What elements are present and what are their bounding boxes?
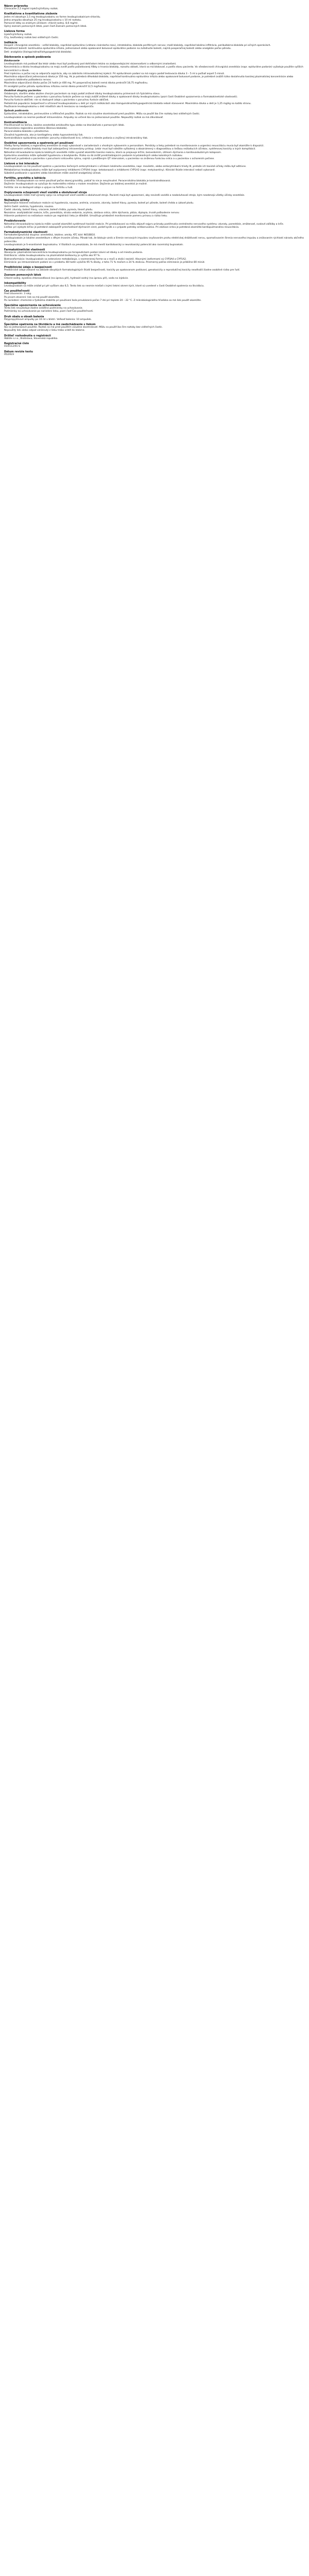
section-paragraph: Závažná hypotenzia, ako je kardiogénny alebo hypovolemický šok. [4, 133, 83, 137]
section-heading: Ovplyvnenie schopnosti viesť vozidlá a obsluhovať stroje [4, 191, 87, 194]
section-heading: Názov prípravku [4, 5, 28, 8]
section-paragraph: Pred vykonaním veľkej blokády musí byť zabezpečený intravenózny prístup. Lekár musí byť náležite vyškolený a oboznámený s diagnostikou a liečbou nežiaducich účinkov, systémovej toxicity a iných komplikácií. [4, 148, 256, 151]
section-heading: Indikácie [4, 41, 18, 45]
section-paragraph: Biotransformácia: levobupivakaín sa extenzívne metabolizuje, v nezmenenej forme sa v moči a stolici nezistil. Hlavnými izoformami sú CYP3A4 a CYP1A2. [4, 258, 187, 261]
section-paragraph: Eliminácia: po intravenóznom podaní sa v priebehu 48 hodín vylúčilo 95 % dávky, z toho 71 % močom a 24 % stolicou. Priemerný polčas eliminácie je približne 80 minút. [4, 261, 205, 264]
section-heading: Druh obalu a obsah balenia [4, 315, 44, 318]
section-paragraph: Jeden ml obsahuje 2,5 mg levobupivakaínu vo forme levobupivakaínium-chloridu. [4, 15, 101, 19]
section-paragraph: 05/2023 [4, 353, 14, 356]
section-paragraph: Dospelí: chirurgická anestézia – veľké blokády, napríklad epidurálna (vrátane cisárskeho rezu), intratekálna, blokáda periférnych nervov; malé blokády, napríklad lokálna infiltrácia, peribulbárna blokáda pri očných operáciách. [4, 44, 271, 47]
section-paragraph: Fertilita: nie sú dostupné údaje o vplyve na fertilitu u ľudí. [4, 186, 73, 189]
section-subheading: Dávkovanie [4, 60, 20, 63]
section-paragraph: Po nariedení: chemická a fyzikálna stabilita pri používaní bola preukázaná počas 7 dní pri teplote 20 – 22 °C. Z mikrobiologického hľadiska sa má liek použiť okamžite. [4, 299, 202, 302]
section-paragraph: Farmakoterapeutická skupina: anestetiká, lokálne; amidy. ATC kód: N01BB10. [4, 234, 96, 237]
section-paragraph: Levobupivakaín sa má používať opatrne u pacientov liečených antiarytmikami s účinkom lokálneho anestetika, napr. mexiletín, alebo antiarytmikami triedy III, pretože ich toxické účinky môžu byť aditívne. [4, 165, 247, 168]
section-heading: Kontraindikácie [4, 121, 27, 124]
section-paragraph: Levobupivakaín sa nesmie podávať intravenózne. Ampulky sú určené iba na jednorazové použitie. Nepoužitý roztok sa má zlikvidovať. [4, 116, 164, 119]
section-heading: Liekova forma [4, 30, 25, 33]
section-paragraph: Nepoužitý liek alebo odpad vzniknutý z lieku treba vrátiť do lekárne. [4, 329, 85, 332]
section-heading: Dátum revízie textu [4, 350, 33, 353]
section-heading: Zoznam pomocných látok [4, 274, 41, 277]
document-section [4, 315, 305, 321]
section-paragraph: Porucha funkcie obličiek: nie sú dostupné údaje u pacientov s poruchou funkcie obličiek. [4, 99, 109, 102]
section-paragraph: Hlásenie podozrení na nežiaduce reakcie po registrácii lieku je dôležité. Umožňuje priebežné monitorovanie pomeru prínosu a rizika lieku. [4, 215, 168, 218]
section-subheading: Osobitné skupiny pacientov [4, 89, 42, 92]
section-paragraph: Náhodná intravaskulárna injekcia môže vyvolať okamžité systémové toxické reakcie. Pri predávkovaní sa môžu objaviť najprv príznaky postihnutia centrálneho nervového systému: závraty, parestézie, zmätenosť, svalové zášklby a kŕče. [4, 223, 284, 226]
section-paragraph: Porucha funkcie pečene: u pacientov s poruchou funkcie pečene sa majú zvážiť znížené dávky a opakované dávky levobupivakaínu (pozri časti Osobitné upozornenia a Farmakokinetické vlastnosti). [4, 96, 238, 99]
section-paragraph: Polypropylénové ampulky po 10 ml v blistri. Veľkosť balenia: 10 ampuliek. [4, 318, 92, 321]
section-paragraph: Precitlivenosť na liečivo, lokálne anestetiká amidového typu alebo na ktorúkoľvek z pomocných látok. [4, 124, 125, 127]
section-paragraph: Dojčenie: levobupivakaín sa vylučuje do materského mlieka v malom množstve. Dojčenie po lokálnej anestézii je možné. [4, 183, 148, 186]
section-paragraph: Kontraindikácie epidurálnej anestézie: poruchy zrážanlivosti krvi, infekcia v mieste podania a zvýšený intrakraniálny tlak. [4, 137, 148, 140]
section-paragraph: Po prvom otvorení: liek sa má použiť okamžite. [4, 296, 60, 299]
document-section [4, 350, 305, 357]
section-paragraph: Gravidita: levobupivakaín sa nemá používať počas skorej gravidity, pokiaľ to nie je nevyhnutné. Paracervikálna blokáda je kontraindikovaná. [4, 180, 171, 183]
document-section [4, 304, 305, 314]
section-paragraph: Levobupivakaín má podávať iba lekár alebo musí byť podávaný pod dohľadom lekára so zodpovedajúcimi skúsenosťami a odbornými znalosťami. [4, 63, 177, 66]
section-paragraph: Liečba: pri výskyte kŕčov je potrebné zabezpečiť priechodnosť dýchacích ciest, podať kyslík a v prípade potreby antikonvulzíva. Pri zástave srdca je potrebná okamžitá kardiopulmonálna resuscitácia. [4, 226, 239, 229]
section-paragraph: Súbežné podávanie s opioidmi alebo klonidínom môže zosilniť analgetický účinok. [4, 172, 101, 175]
document-section [4, 191, 305, 197]
section-subheading: Spôsob podávania [4, 110, 29, 113]
section-heading: Špeciálne opatrenia na likvidáciu a iné zaobchádzanie s liekom [4, 323, 96, 327]
document-section [4, 282, 305, 288]
section-heading: Predklinické údaje o bezpečnosti [4, 266, 52, 269]
section-paragraph: Opatrnosť je potrebná u pacientov s poruchami srdcového rytmu, najmä s predĺženým QT intervalom, u pacientov so zníženou funkciou srdca a u pacientov s ochorením pečene. [4, 157, 215, 160]
document-section [4, 199, 305, 218]
section-paragraph: Tento liek nevyžaduje žiadne zvláštne podmienky na uchovávanie. [4, 307, 83, 310]
section-paragraph: 01/0112/01-S [4, 345, 21, 348]
document-section [4, 121, 305, 140]
document-section [4, 219, 305, 229]
section-paragraph: Maximálna odporúčaná jednorazová dávka je 150 mg. Ak je potrebná dlhodobá blokáda, napríklad kontinuálna epidurálna infúzia alebo opakované bolusové podanie, je potrebné zvážiť riziko dosiahnutia toxickej plazmatickej koncentrácie alebo vyvolania lokálneho poškodenia nervov. [4, 76, 294, 82]
document-section [4, 266, 305, 272]
section-paragraph: Metabolizmus levobupivakaínu môže byť ovplyvnený inhibítormi CYP3A4 (napr. ketokonazol) a inhibítormi CYP1A2 (napr. metylxantíny). Klinické štúdie interakcií neboli vykonané. [4, 168, 216, 172]
section-paragraph: Paracervikálna blokáda v pôrodníctve. [4, 130, 49, 133]
section-paragraph: Chlorid sodný, kyselina chlorovodíková (na úpravu pH), hydroxid sodný (na úpravu pH), voda na injekcie. [4, 277, 129, 280]
section-paragraph: Levobupivakaín sa môže zrážať pri pH vyššom ako 6,5. Tento liek sa nesmie miešať s inými liekmi okrem tých, ktoré sú uvedené v časti Osobitné opatrenia na likvidáciu. [4, 285, 204, 288]
section-paragraph: Injekčný/infúzny roztok. [4, 33, 32, 36]
document-section [4, 5, 305, 11]
document-section [4, 177, 305, 190]
section-heading: Čas použiteľnosti [4, 290, 30, 293]
section-paragraph: Epidurálne, intratekálne, perineurálne a infiltračné použitie. Roztok sa má vizuálne skontrolovať pred použitím. Môžu sa použiť iba číre roztoky bez viditeľných častíc. [4, 113, 200, 116]
section-paragraph: Podmienky na uchovávanie po nariedení lieku, pozri časť Čas použiteľnosti. [4, 310, 94, 313]
section-paragraph: Absorpcia: plazmatická koncentrácia levobupivakaínu po terapeutickom podaní závisí od dávky a od miesta podania. [4, 251, 143, 255]
document-section [4, 334, 305, 341]
document-section [4, 56, 305, 89]
section-paragraph: Náhodná intravaskulárna injekcia lokálnych anestetík môže vyvolať okamžitú toxickú reakciu, ktorá sa prejavuje kŕčmi, bezvedomím, útlmom dýchania a kardiovaskulárnym kolapsom. [4, 151, 222, 154]
section-paragraph: Levobupivakaín môže mať výrazný vplyv na schopnosť viesť vozidlá a obsluhovať stroje. Pacienti majú byť upozornení, aby neviedli vozidlá a neobsluhovali stroje, kým neodznejú všetky účinky anestézie. [4, 194, 245, 197]
section-paragraph: Všetky formy lokálnej a regionálnej anestézie sa majú vykonávať v zariadeniach s vhodným vybavením a personálom. Pomôcky a lieky potrebné na monitorovanie a urgentnú resuscitáciu musia byť okamžite k dispozícii. [4, 145, 265, 148]
section-paragraph: Pediatrická populácia: bezpečnosť a účinnosť levobupivakaínu u detí pri iných indikáciách ako ilioinguinálna/iliohypogastrická blokáda neboli stanovené. Maximálna dávka u detí je 1,25 mg/kg na každú stranu. [4, 102, 251, 105]
section-heading: Dávkovanie a spôsob podávania [4, 55, 51, 59]
section-paragraph: Používanie levobupivakaínu u detí mladších ako 6 mesiacov sa neodporúča. [4, 105, 94, 108]
document-body [0, 0, 309, 357]
document-section [4, 231, 305, 247]
document-section [4, 12, 305, 28]
section-heading: Farmakodynamické vlastnosti [4, 231, 47, 234]
section-heading: Predávkovanie [4, 219, 26, 223]
section-paragraph: Veľmi časté: anémia, hypotenzia, nauzea. [4, 205, 54, 208]
section-paragraph: Levobupivakaín je lokálne anestetikum s dlhým trvaním účinku. Pôsobí tak, že blokuje vznik a šírenie nervových impulzov zvyšovaním prahu elektrickej dráždivosti nervu, spomaľovaním šírenia nervového impulzu a znižovaním rýchlosti nárastu akčného potenciálu. [4, 237, 304, 243]
document-section [4, 142, 305, 161]
section-paragraph: Pri analgézii počas pôrodu epidurálnou infúziou nemá dávka prekročiť 12,5 mg/hodinu. [4, 85, 107, 88]
document-section [4, 342, 305, 348]
section-paragraph: Neznáme: anafylaktické reakcie, kŕče, parestézia, strata vedomia, arytmia, zástava srdca, útlm dýchania, ptóza, diplopia, trvalé poškodenie nervov. [4, 211, 180, 214]
section-heading: Držiteľ rozhodnutia o registrácii [4, 334, 51, 337]
document-section [4, 323, 305, 333]
document-section [4, 290, 305, 302]
section-heading: Farmakokinetické vlastnosti [4, 248, 45, 252]
section-paragraph: Manažment bolesti: kontinuálna epidurálna infúzia, jednorazové alebo opakované bolusové epidurálne podanie na zvládnutie bolesti, najmä pooperačnej bolesti alebo analgézie počas pôrodu. [4, 47, 232, 50]
section-paragraph: Koncentrácia a dávka levobupivakaínu sa majú zvoliť podľa požadovanej hĺbky a trvania blokády, rozsahu oblasti, ktorá sa má blokovať, a podľa stavu pacienta. Vo všeobecnosti chirurgická anestézia (napr. epidurálne podanie) vyžaduje použitie vyšších koncentrácií a dávok. [4, 66, 303, 72]
section-paragraph: Maximálna odporúčaná dávka počas 24 hodín je 400 mg. Pri pooperačnej bolesti nemá dávka prekročiť 18,75 mg/hodinu. [4, 82, 148, 85]
document-section [4, 90, 305, 109]
section-heading: Kvalitatívne a kvantitatívne zloženie [4, 12, 58, 16]
document-section [4, 30, 305, 40]
section-paragraph: Pred injekciou a počas nej sa odporúča aspirácia, aby sa zabránilo intravaskulárnej injekcii. Pri epidurálnom podaní sa má najprv podať testovacia dávka 3 – 5 ml a počkať aspoň 5 minút. [4, 72, 225, 75]
section-paragraph: Iba na jednorazové použitie. Roztok sa má pred použitím vizuálne skontrolovať. Môžu sa použiť iba číre roztoky bez viditeľných častíc. [4, 326, 163, 329]
section-paragraph: Intravenózna regionálna anestézia (Bierova blokáda). [4, 127, 67, 130]
section-paragraph: Chirocaine 2,5 mg/ml injekčný/infúzny roztok. [4, 8, 59, 11]
section-heading: Registračné číslo [4, 342, 29, 346]
document-section [4, 248, 305, 264]
section-heading: Liekové a iné interakcie [4, 162, 39, 166]
section-paragraph: Časté: závraty, bolesť hlavy, vracanie, bolesť chrbta, pyrexia, tieseň plodu. [4, 208, 93, 211]
section-paragraph: Distribúcia: väzba levobupivakaínu na plazmatické bielkoviny je vyššia ako 97 %. [4, 255, 100, 258]
document-section [4, 110, 305, 120]
document-section [4, 274, 305, 280]
section-heading: Nežiaduce účinky [4, 199, 30, 202]
section-paragraph: Jedna ampulka obsahuje 25 mg levobupivakaínu v 10 ml roztoku. [4, 19, 82, 22]
section-paragraph: Oslabeným, starším alebo akútne chorým pacientom sa majú podať znížené dávky levobupivakaínu primerané ich fyzickému stavu. [4, 93, 161, 96]
section-heading: Osobitné upozornenia a opatrenia pri používaní [4, 141, 74, 145]
section-heading: Inkompatibility [4, 281, 26, 285]
section-paragraph: Úplný zoznam pomocných látok, pozri časť Zoznam pomocných látok. [4, 25, 87, 28]
section-paragraph: Epidurálna anestézia môže spôsobiť hypotenziu a bradykardiu. Riziko sa dá znížiť predchádzajúcim podaním krystaloidných alebo koloidných roztokov. [4, 154, 183, 157]
document-section [4, 162, 305, 175]
section-paragraph: Predklinické údaje získané na základe obvyklých farmakologických štúdií bezpečnosti, toxicity po opakovanom podávaní, genotoxicity a reprodukčnej toxicity neodhalili žiadne osobitné riziko pre ľudí. [4, 269, 241, 272]
section-heading: Špeciálne upozornenia na uchovávanie [4, 304, 61, 308]
section-paragraph: AbbVie s.r.o., Bratislava, Slovenská republika. [4, 337, 58, 340]
section-paragraph: Pomocné látky so známym účinkom: chlorid sodný, 8,6 mg/ml. [4, 22, 78, 25]
section-paragraph: Číry, bezfarebný roztok bez viditeľných častíc. [4, 36, 59, 39]
section-paragraph: Levobupivakaín je S-enantiomér bupivakaínu. V štúdiách sa preukázalo, že má menší kardiotoxický a neurotoxický potenciál ako racemický bupivakaín. [4, 243, 184, 246]
section-paragraph: Najčastejšie hlásené nežiaduce reakcie sú hypotenzia, nauzea, anémia, vracanie, závraty, bolesť hlavy, pyrexia, bolesť pri pôrode, bolesť chrbta a úzkosť plodu. [4, 202, 194, 205]
section-paragraph: Deti: analgézia (ilioinguinálna/iliohypogastrická blokáda). [4, 50, 72, 54]
section-heading: Fertilita, gravidita a laktácia [4, 176, 46, 180]
document-section [4, 41, 305, 54]
section-paragraph: Pred otvorením: 3 roky. [4, 293, 32, 296]
